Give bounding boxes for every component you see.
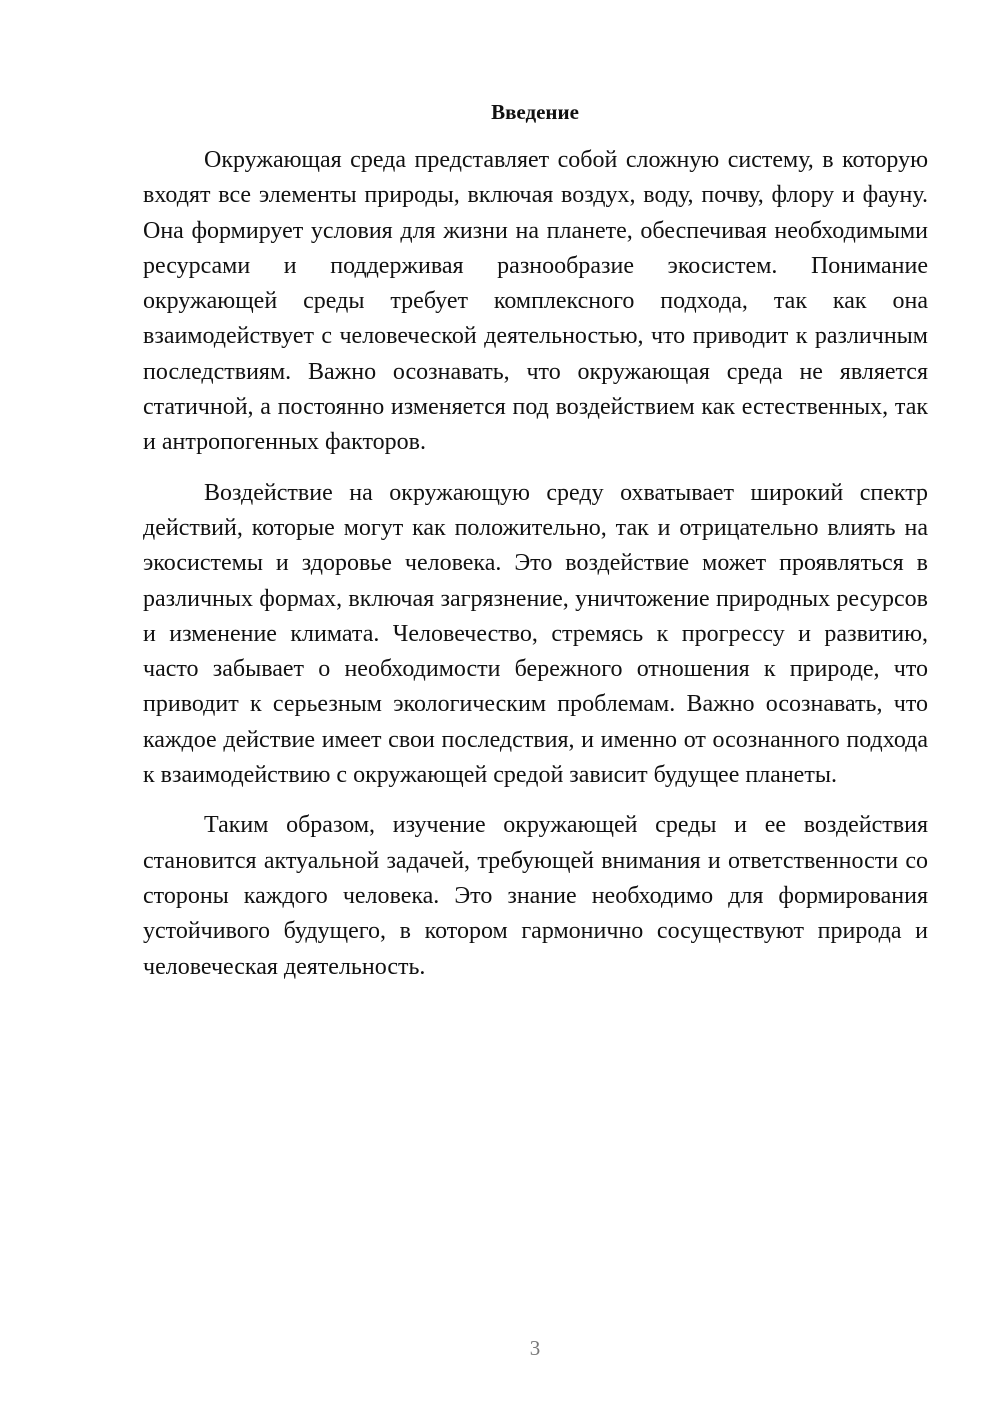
paragraph-3: Таким образом, изучение окружающей среды и ее воздействия становится актуальной задачей, требующей внимания и ответственности со стороны каждого человека. Это знание необходимо для формирования устойчивого будущего, в котором гармонично сосуществуют природа и человеческая деятельность.: [143, 812, 928, 980]
paragraph-1: Окружающая среда представляет собой сложную систему, в которую входят все элементы природы, включая воздух, воду, почву, флору и фауну. Она формирует условия для жизни на планете, обеспечивая необходимыми ресурсами и поддерживая разнообразие экосистем. Понимание окружающей среды требует комплексного подхода, так как она взаимодействует с человеческой деятельностью, что приводит к различным последствиям. Важно осознавать, что окружающая среда не является статичной, а постоянно изменяется под воздействием как естественных, так и антропогенных факторов.: [143, 147, 928, 456]
page-number: 3: [529, 1336, 541, 1360]
paragraph-2: Воздействие на окружающую среду охватывает широкий спектр действий, которые могут как положительно, так и отрицательно влиять на экосистемы и здоровье человека. Это воздействие может проявляться в различных формах, включая загрязнение, уничтожение природных ресурсов и изменение климата. Человечество, стремясь к прогрессу и развитию, часто забывает о необходимости бережного отношения к природе, что приводит к серьезным экологическим проблемам. Важно осознавать, что каждое действие имеет свои последствия, и именно от осознанного подхода к взаимодействию с окружающей средой зависит будущее планеты.: [143, 479, 928, 789]
body-text: [143, 143, 928, 1000]
section-title: Введение: [491, 100, 579, 124]
